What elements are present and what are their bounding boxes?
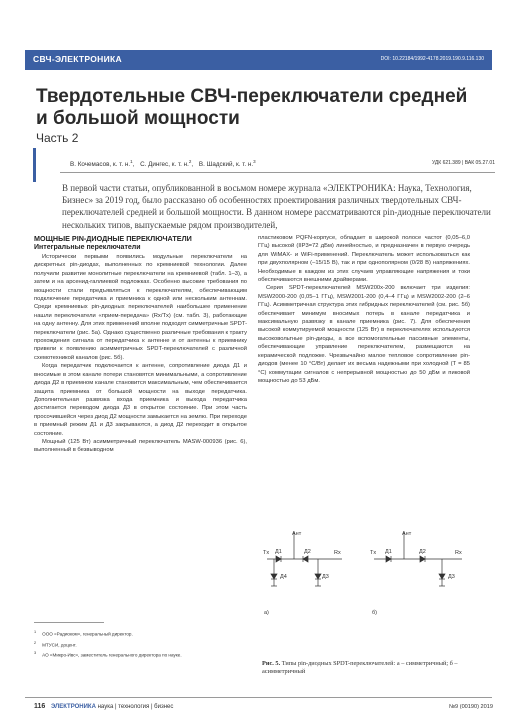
journal-name: ЭЛЕКТРОНИКА — [50, 704, 96, 710]
spdt-schematic-svg — [262, 530, 472, 650]
diode-label: Д2 — [304, 549, 311, 555]
authors-line — [70, 159, 260, 168]
article-part: Часть 2 — [36, 131, 79, 145]
paragraph: Исторически первыми появились модульные переключатели на дискретных pin-диодах, выполненных по кремниевой технологии. Далее получили развитие монолитные переключатели на кремниевой (табл. 1–3), а затем и на арсенид-галлиевой подложках. Особенно высокие требования по мощности стали предъявляться к переключателям, обеспечивающим подключение передатчика и приемника к одной или нескольким антеннам. Среди кремниевых pin-диодных переключателей наибольшее применение нашли переключатели «прием-передача» (Rx/Tx) (см. табл. 3), работающие на одну антенну. Для этих применений вполне подходят симметричные SPDT-переключатели (рис. 5а). Однако существенно различные требования к тракту прохождения сигнала от передатчика к антенне и от антенны к приемнику привели к появлению асимметричных SPDT-переключателей с различной схемотехникой каналов (рис. 5б). — [34, 254, 247, 361]
diode-label: Д4 — [280, 574, 287, 580]
section-header-band — [25, 50, 492, 70]
rx-label: Rx — [455, 550, 462, 556]
footnote: $^1$ ООО «Радиоком», генеральный директор. — [34, 630, 133, 637]
diode-label: Д3 — [322, 574, 329, 580]
author-1: В. Кочемасов, к. т. н.$^1$, — [70, 159, 135, 169]
subfigure-a-label: а) — [264, 610, 269, 616]
footnote-divider — [34, 622, 104, 623]
author-3: В. Шадский, к. т. н.$^3$ — [198, 159, 256, 169]
tx-label: Tx — [370, 550, 377, 556]
section-heading: МОЩНЫЕ PIN-ДИОДНЫЕ ПЕРЕКЛЮЧАТЕЛИ — [34, 234, 192, 243]
udk-code: УДК 621.389 | ВАК 05.27.01 — [431, 160, 495, 166]
issue-number: №9 (00190) 2019 — [449, 704, 493, 710]
journal-tagline: наука | технология | бизнес — [97, 704, 174, 710]
section-name: СВЧ-ЭЛЕКТРОНИКА — [33, 54, 122, 64]
divider — [60, 172, 495, 173]
body-column-left — [34, 234, 247, 455]
subfigure-b-label: б) — [372, 610, 377, 616]
ant-label: Ант — [292, 531, 302, 537]
subsection-heading: Интегральные переключатели — [34, 244, 141, 251]
paragraph: Серия SPDT-переключателей MSW200x-200 включает три изделия: MSW2000-200 (0,05–1 ГГц), MSW2001-200 (0,4–4 ГГц) и MSW2002-200 (2–6 ГГц). Асимметричная структура этих гибридных переключателей (см. рис. 5б) обеспечивает минимум вносимых потерь в канале передатчика и максимальную развязку в канале приемника (рис. 7). Для обеспечения высокой коммутируемой мощности (125 Вт) в переключателях используются высоковольтные pin-диоды, а все вспомогательные пассивные элементы, обеспечивающие управление переключателем, размещаются на керамической подложке. Чрезвычайно малое тепловое сопротивление pin-диодов (менее 10 °С/Вт) делает их весьма надежными при холодной (T = 85 °С) коммутации сигналов с непрерывной мощностью до 50 дБм и пиковой мощностью до 53 дБм. — [258, 285, 470, 384]
footnotes — [34, 628, 249, 660]
paragraph: пластиковом PQFN-корпусе, обладает в широкой полосе частот (0,05–6,0 ГГц) высокой (IIP3=72 дБм) линейностью, и предназначен в первую очередь для WiMAX- и WiFi-применений. Переключатель может использоваться как при двухполярном (–15/15 В), так и при однополярном (0/28 В) напряжениях. Необходимые в каждом из этих случаев управляющие напряжения и токи обеспечиваются внешними драйверами. — [258, 235, 470, 284]
paragraph: Когда передатчик подключается к антенне, сопротивление диода Д1 и вносимые в этом канале потери становятся минимальными, а сопротивление диода Д2 в приемном канале становится максимальным, чем обеспечивается защита приемника от большой мощности на выходе передатчика. Дополнительная развязка входа приемника и выхода передатчика достигается переводом диода Д3 в открытое состояние. При этом часть просочившейся через диод Д2 мощности замыкается на землю. При переходе в приемный режим Д1 и Д3 закрываются, а диод Д2 переходит в открытое состояние. — [34, 363, 247, 437]
paragraph: Мощный (125 Вт) асимметричный переключатель MASW-000936 (рис. 6), выполненный в безвыводном — [34, 438, 247, 454]
tx-label: Tx — [263, 550, 270, 556]
diode-label: Д1 — [275, 549, 282, 555]
figure-caption: Рис. 5. Типы pin-диодных SPDT-переключателей: а – симметричный; б – асимметричный — [262, 660, 458, 676]
author-2: С. Дингес, к. т. н.$^2$, — [140, 159, 194, 169]
accent-bar — [33, 148, 36, 182]
diode-label: Д1 — [385, 549, 392, 555]
rx-label: Rx — [334, 550, 341, 556]
page-footer — [34, 703, 173, 710]
body-column-right — [258, 234, 470, 385]
footer-divider — [25, 697, 492, 698]
abstract: В первой части статьи, опубликованной в восьмом номере журнала «ЭЛЕКТРОНИКА: Наука, Технология, Бизнес» за 2019 год, было рассказано об особенностях проектирования различных твердотельных СВЧ-переключателей средней и большой мощности. В данном номере рассматриваются pin-диодные переключатели нескольких типов, выпускаемые рядом производителей, — [62, 183, 491, 230]
ant-label: Ант — [402, 531, 412, 537]
diode-label: Д2 — [419, 549, 426, 555]
footnote: $^3$ АО «Микро-Ивс», заместитель генерального директора по науке. — [34, 651, 182, 658]
doi-text: DOI: 10.22184/1992-4178.2019.190.9.116.130 — [380, 56, 484, 62]
page-number: 116 — [34, 703, 46, 710]
figure-5-schematic — [262, 530, 472, 650]
article-title: Твердотельные СВЧ-переключатели средней и большой мощности — [36, 86, 468, 129]
diode-label: Д3 — [448, 574, 455, 580]
footnote: $^2$ МТУСИ, доцент. — [34, 640, 77, 648]
